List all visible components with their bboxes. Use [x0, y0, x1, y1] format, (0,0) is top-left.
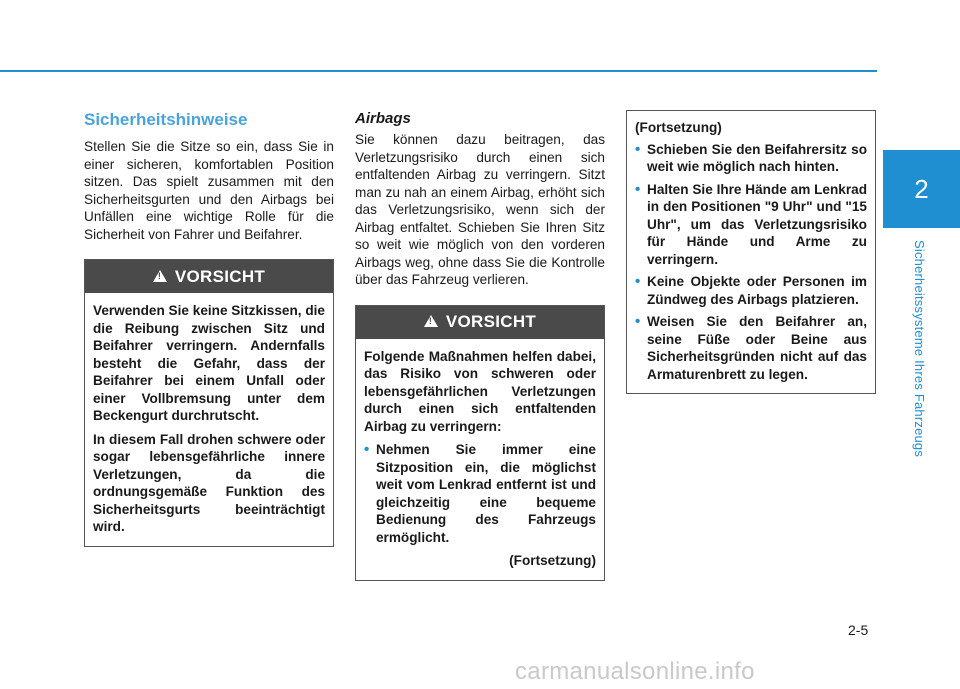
continued-note: (Fortsetzung)	[509, 553, 596, 568]
header-rule	[0, 70, 877, 72]
caution-box-seat-cushions	[84, 259, 334, 547]
caution-body	[356, 339, 604, 580]
section-title-safety: Sicherheitshinweise	[84, 110, 248, 129]
warning-triangle-icon	[424, 315, 438, 327]
caution-intro: Folgende Maßnahmen helfen dabei, das Risiko von schweren oder lebensgefährlichen Verletzungen durch einen sich entfaltenden Airbag zu verringern:	[364, 348, 596, 434]
airbags-paragraph: Sie können dazu beitragen, das Verletzungsrisiko durch einen sich entfaltenden Airbag zu verringern. Sitzt man zu nah an einem Airbag, erhöht sich das Verletzungsrisiko, wenn sich der Airbag entfaltet. Schieben Sie Ihren Sitz so weit wie möglich von den vorderen Airbags weg, ohne dass Sie die Kontrolle über das Fahrzeug verlieren.	[355, 132, 605, 287]
caution-header	[356, 306, 604, 339]
chapter-number: 2	[914, 173, 929, 204]
list-item: • Schieben Sie den Beifahrersitz so weit wie möglich nach hinten.	[635, 141, 867, 176]
chapter-title: Sicherheitssysteme Ihres Fahrzeugs	[912, 240, 927, 458]
caution-body	[85, 293, 333, 546]
caution-paragraph-1: Verwenden Sie keine Sitzkissen, die die Reibung zwischen Sitz und Beifahrer verringern. Andernfalls besteht die Gefahr, dass der Beifahrer bei einem Unfall oder einer Vollbremsung unter dem Beckengurt durchrutscht.	[93, 303, 325, 423]
column-continued	[626, 110, 876, 394]
caution-header	[85, 260, 333, 293]
warning-triangle-icon	[153, 270, 167, 282]
caution-box-airbags	[355, 305, 605, 581]
continued-label: (Fortsetzung)	[635, 120, 722, 135]
caution-label: VORSICHT	[445, 312, 537, 331]
list-item: • Halten Sie Ihre Hände am Lenkrad in den Positionen "9 Uhr" und "15 Uhr", um das Verletzungsrisiko für Hände und Arme zu verringern.	[635, 181, 867, 269]
caution-box-continued	[626, 110, 876, 394]
chapter-tab[interactable]	[883, 150, 960, 228]
list-item: • Nehmen Sie immer eine Sitzposition ein, die möglichst weit vom Lenkrad entfernt ist und gleichzeitig eine bequeme Bedienung des Fahrzeugs ermöglicht.	[364, 441, 596, 546]
caution-label: VORSICHT	[174, 266, 266, 286]
list-item: • Weisen Sie den Beifahrer an, seine Füße oder Beine aus Sicherheitsgründen nicht auf das Armaturenbrett zu legen.	[635, 313, 867, 383]
column-airbags	[355, 110, 605, 581]
safety-paragraph: Stellen Sie die Sitze so ein, dass Sie in einer sicheren, komfortablen Position sitzen. Das spielt zusammen mit den Sicherheitsgurten und den Airbags bei Unfällen eine wichtige Rolle für die Sicherheit von Fahrer und Beifahrer.	[84, 139, 334, 242]
column-safety-notes	[84, 110, 334, 547]
list-item: • Keine Objekte oder Personen im Zündweg des Airbags platzieren.	[635, 273, 867, 308]
caution-bullet-list	[635, 141, 867, 384]
caution-paragraph-2: In diesem Fall drohen schwere oder sogar lebensgefährliche innere Verletzungen, da die ordnungsgemäße Funktion des Sicherheitsgurts beeinträchtigt wird.	[93, 431, 325, 534]
watermark: carmanualsonline.info	[515, 658, 755, 685]
caution-bullet-list	[364, 441, 596, 546]
page-number: 2-5	[848, 622, 869, 638]
section-title-airbags: Airbags	[355, 110, 411, 127]
